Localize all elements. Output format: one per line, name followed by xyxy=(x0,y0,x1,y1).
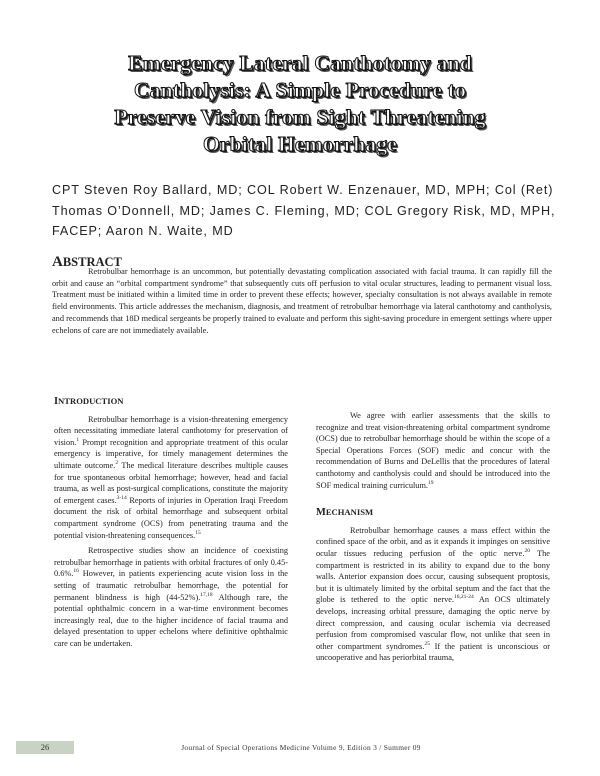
text-run: Retrobulbar hemorrhage causes a mass effect within the confined space of the orbit, and as it expands it impinges on sensitive ocular tissues reducing perfusion of the optic nerve. xyxy=(316,525,550,558)
mechanism-paragraph xyxy=(316,525,550,664)
citation: 25 xyxy=(424,640,430,647)
text-run: Retrospective studies show an incidence of coexisting retrobulbar hemorrhage in patients with orbital fractures of only 0.45-0.6%. xyxy=(54,546,288,579)
text-run: Prompt recognition and appropriate treatment of this ocular emergency is imperative, for timely management determines the ultimate outcome. xyxy=(54,437,288,470)
right-paragraph-1 xyxy=(316,410,550,491)
mechanism-heading xyxy=(316,507,550,519)
introduction-heading-cap: I xyxy=(54,396,59,407)
title-line-3: Preserve Vision from Sight Threatening xyxy=(114,105,486,129)
text-run: However, in patients experiencing acute vision loss in the setting of traumatic retrobulbar hemorrhage, the potential for permanent blindness is high (44-52%). xyxy=(54,569,288,602)
citation: 3-14 xyxy=(116,494,127,501)
citation: 15 xyxy=(195,529,201,536)
abstract-text: Retrobulbar hemorrhage is an uncommon, but potentially devastating complication associated with facial trauma. It can rapidly fill the orbit and cause an “orbital compartment syndrome” that subsequently cuts off perfusion to vital ocular structures, leading to permanent visual loss. Treatment must be initiated within a limited time in order to prevent these effects; however, specialty consultation is not always available in remote field environments. This article addresses the mechanism, diagnosis, and treatment of retrobulbar hemorrhage via lateral canthotomy and cantholysis, and recommends that 18D medical sergeants be properly trained to evaluate and perform this sight-saving procedure in emergent settings where upper echelons of care are not immediately available. xyxy=(52,267,552,335)
title-line-2: Cantholysis: A Simple Procedure to xyxy=(133,78,467,102)
text-run: We agree with earlier assessments that the skills to recognize and treat vision-threatening orbital compartment syndrome (OCS) due to retrobulbar hemorrhage should be within the scope of a Special Operations Forces (SOF) medic and concur with the recommendation of Burns and DeLellis that the procedures of lateral canthotomy and cantholysis could and should be introduced into the SOF medical training curriculum. xyxy=(316,411,550,490)
mechanism-heading-rest: ECHANISM xyxy=(325,507,374,518)
introduction-heading-rest: NTRODUCTION xyxy=(58,396,124,406)
citation: 17,18 xyxy=(200,591,213,598)
citation: 19 xyxy=(427,479,434,486)
text-run: Retrobulbar hemorrhage is a vision-threatening emergency often necessitating immediate lateral canthotomy for preservation of vision. xyxy=(54,414,288,447)
text-run: An OCS ultimately develops, increasing orbital pressure, damaging the optic nerve by direct compression, and causing ocular ischemia via decreased perfusion from compromised vascular flow, not unlike that seen in other compartment syndromes. xyxy=(316,595,550,651)
journal-footer: Journal of Special Operations Medicine Volume 9, Edition 3 / Summer 09 xyxy=(181,743,421,752)
title-line-1: Emergency Lateral Canthotomy and xyxy=(128,51,472,75)
right-column xyxy=(316,410,550,664)
abstract-heading-rest: BSTRACT xyxy=(62,255,122,269)
citation: 16 xyxy=(73,568,79,575)
introduction-heading xyxy=(54,396,288,408)
text-run: If the patient is unconscious or uncooperative and has periorbital trauma, xyxy=(316,641,551,663)
article-title xyxy=(40,50,560,158)
abstract-heading-cap: A xyxy=(52,254,63,270)
citation: 20 xyxy=(524,548,530,555)
title-line-4: Orbital Hemorrhage xyxy=(202,132,398,156)
page-number: 26 xyxy=(16,741,74,754)
mechanism-heading-cap: M xyxy=(316,507,326,519)
text-run: Reports of injuries in Operation Iraqi Freedom document the risk of orbital hemorrhage and subsequent orbital compartment syndrome (OCS) from penetrating trauma and the potential vision-threatening consequences. xyxy=(54,495,288,540)
author-list: CPT Steven Roy Ballard, MD; COL Robert W. Enzenauer, MD, MPH; Col (Ret) Thomas O’Donnell, MD; James C. Fleming, MD; COL Gregory Risk, MD, MPH, FACEP; Aaron N. Waite, MD xyxy=(52,183,556,238)
citation: 2 xyxy=(115,460,119,467)
left-column xyxy=(54,396,288,649)
text-run: The compartment is restricted in its ability to expand due to the bony walls. Anterior expansion does occur, causing subsequent proptosis, but it is ultimately limited by the orbital septum and the fact that the globe is tethered to the optic nerve. xyxy=(316,548,550,605)
intro-paragraph-1 xyxy=(54,414,288,542)
citation: 1 xyxy=(76,437,80,444)
intro-paragraph-2 xyxy=(54,545,288,649)
citation: 16,21-24 xyxy=(454,594,474,601)
text-run: The medical literature describes multiple causes for true spontaneous orbital hemorrhage; however, head and facial trauma, as well as post-surgical complications, constitute the majority of emergent cases. xyxy=(54,460,289,505)
text-run: Although rare, the potential ophthalmic concern in a war-time environment becomes increasingly real, due to the higher incidence of facial trauma and delayed presentation to upper echelons where definitive ophthalmic care can be undertaken. xyxy=(54,592,288,648)
